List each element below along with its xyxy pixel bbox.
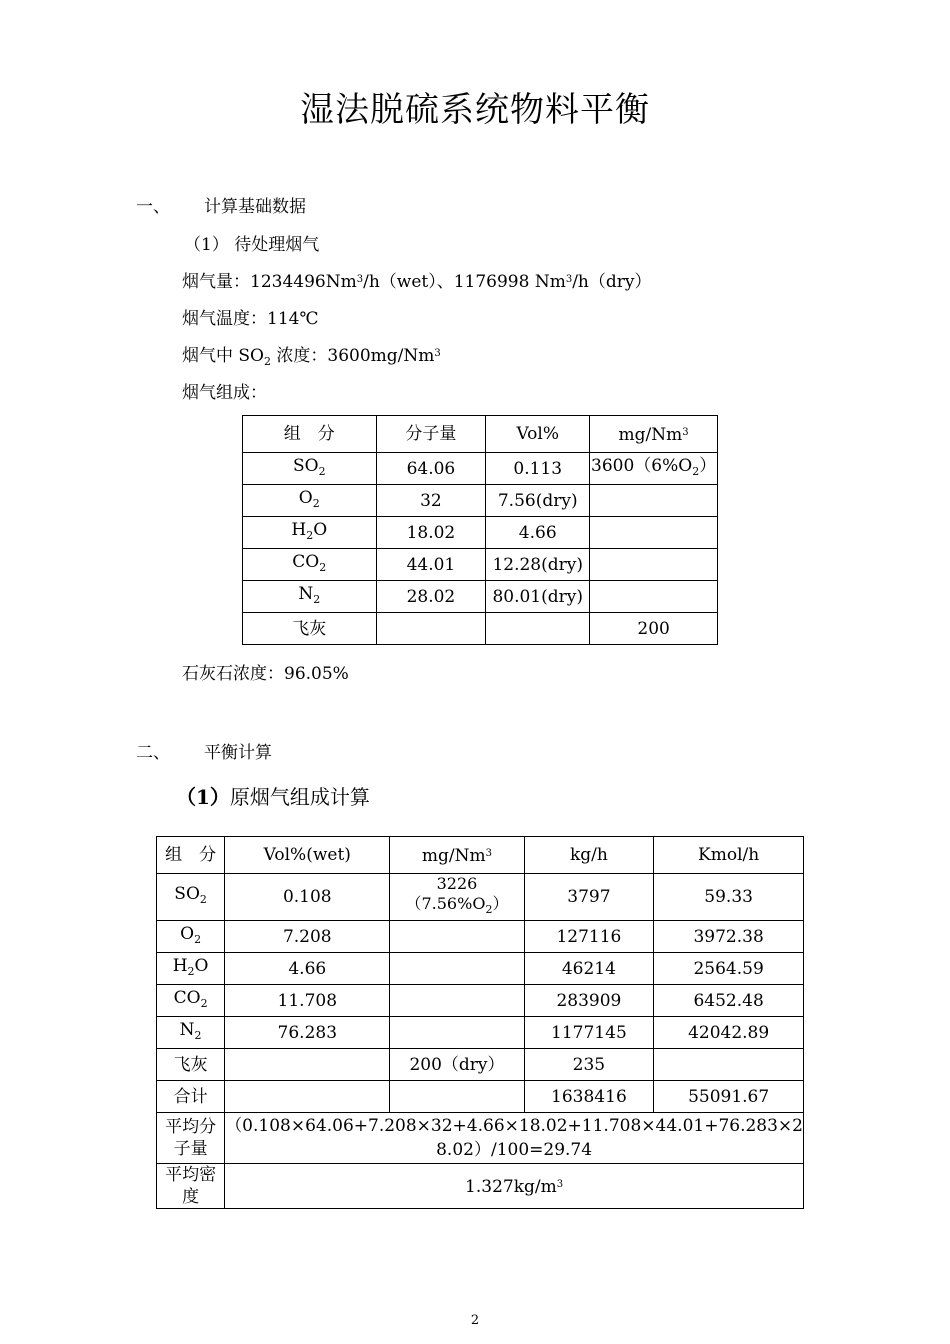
header-vol-wet: Vol%(wet) — [225, 837, 390, 874]
header-component: 组 分 — [157, 837, 225, 874]
table-row: $N_2$ 76.283 1177145 42042.89 — [157, 1017, 804, 1049]
subheading-raw-gas: （1）原烟气组成计算 — [176, 785, 370, 809]
table-row: $CO_2$ 44.01 12.28(dry) — [243, 549, 718, 581]
limestone-concentration: 石灰石浓度：96.05% — [182, 664, 349, 684]
composition-label: 烟气组成： — [182, 383, 267, 403]
page-number: 2 — [470, 1313, 480, 1328]
table-row: $N_2$ 28.02 80.01(dry) — [243, 581, 718, 613]
table-row-average-density: 平均密度 $1.327kg/m^3$ — [157, 1164, 804, 1209]
table-row-average-molecular-weight: 平均分子量 （0.108×64.06+7.208×32+4.66×18.02+11.708×44.01+76.283×2 8.02）/100=29.74 — [157, 1113, 804, 1164]
table-row: $H_2O$ 18.02 4.66 — [243, 517, 718, 549]
table-row: $O_2$ 7.208 127116 3972.38 — [157, 921, 804, 953]
header-kmolh: Kmol/h — [654, 837, 804, 874]
table-row: $CO_2$ 11.708 283909 6452.48 — [157, 985, 804, 1017]
header-mg: mg/Nm$^3$ — [590, 416, 718, 453]
flue-gas-temperature: 烟气温度：114℃ — [182, 309, 319, 329]
table-header-row — [243, 416, 718, 453]
flue-gas-composition-table — [242, 415, 718, 645]
header-mg: mg/Nm$^3$ — [390, 837, 524, 874]
subheading-flue-gas: （1） 待处理烟气 — [184, 235, 320, 255]
section-2-number: 二、 — [136, 743, 170, 763]
header-molecular-weight: 分子量 — [376, 416, 486, 453]
header-vol: Vol% — [486, 416, 590, 453]
page-title: 湿法脱硫系统物料平衡 — [300, 90, 650, 130]
section-2-heading: 平衡计算 — [204, 743, 272, 763]
section-1-number: 一、 — [136, 197, 170, 217]
raw-gas-composition-table — [156, 836, 804, 1209]
flue-gas-flow: 烟气量：1234496Nm$^3$/h（wet）、1176998 Nm$^3$/h（dry） — [182, 272, 652, 292]
so2-concentration: 烟气中 $SO_2$ 浓度：3600mg/Nm$^3$ — [182, 346, 441, 368]
header-kgh: kg/h — [524, 837, 654, 874]
table-row: $SO_2$ 0.108 3226 $(7.56\%O_2)$ 3797 59.33 — [157, 874, 804, 921]
section-1-heading: 计算基础数据 — [204, 197, 306, 217]
header-component: 组 分 — [243, 416, 377, 453]
table-row: $O_2$ 32 7.56(dry) — [243, 485, 718, 517]
table-header-row — [157, 837, 804, 874]
table-row-total: 合计 1638416 55091.67 — [157, 1081, 804, 1113]
table-row: $H_2O$ 4.66 46214 2564.59 — [157, 953, 804, 985]
table-row: $SO_2$ 64.06 0.113 $3600(6\%O_2)$ — [243, 453, 718, 485]
table-row: 飞灰 200 — [243, 613, 718, 645]
table-row: 飞灰 200（dry） 235 — [157, 1049, 804, 1081]
